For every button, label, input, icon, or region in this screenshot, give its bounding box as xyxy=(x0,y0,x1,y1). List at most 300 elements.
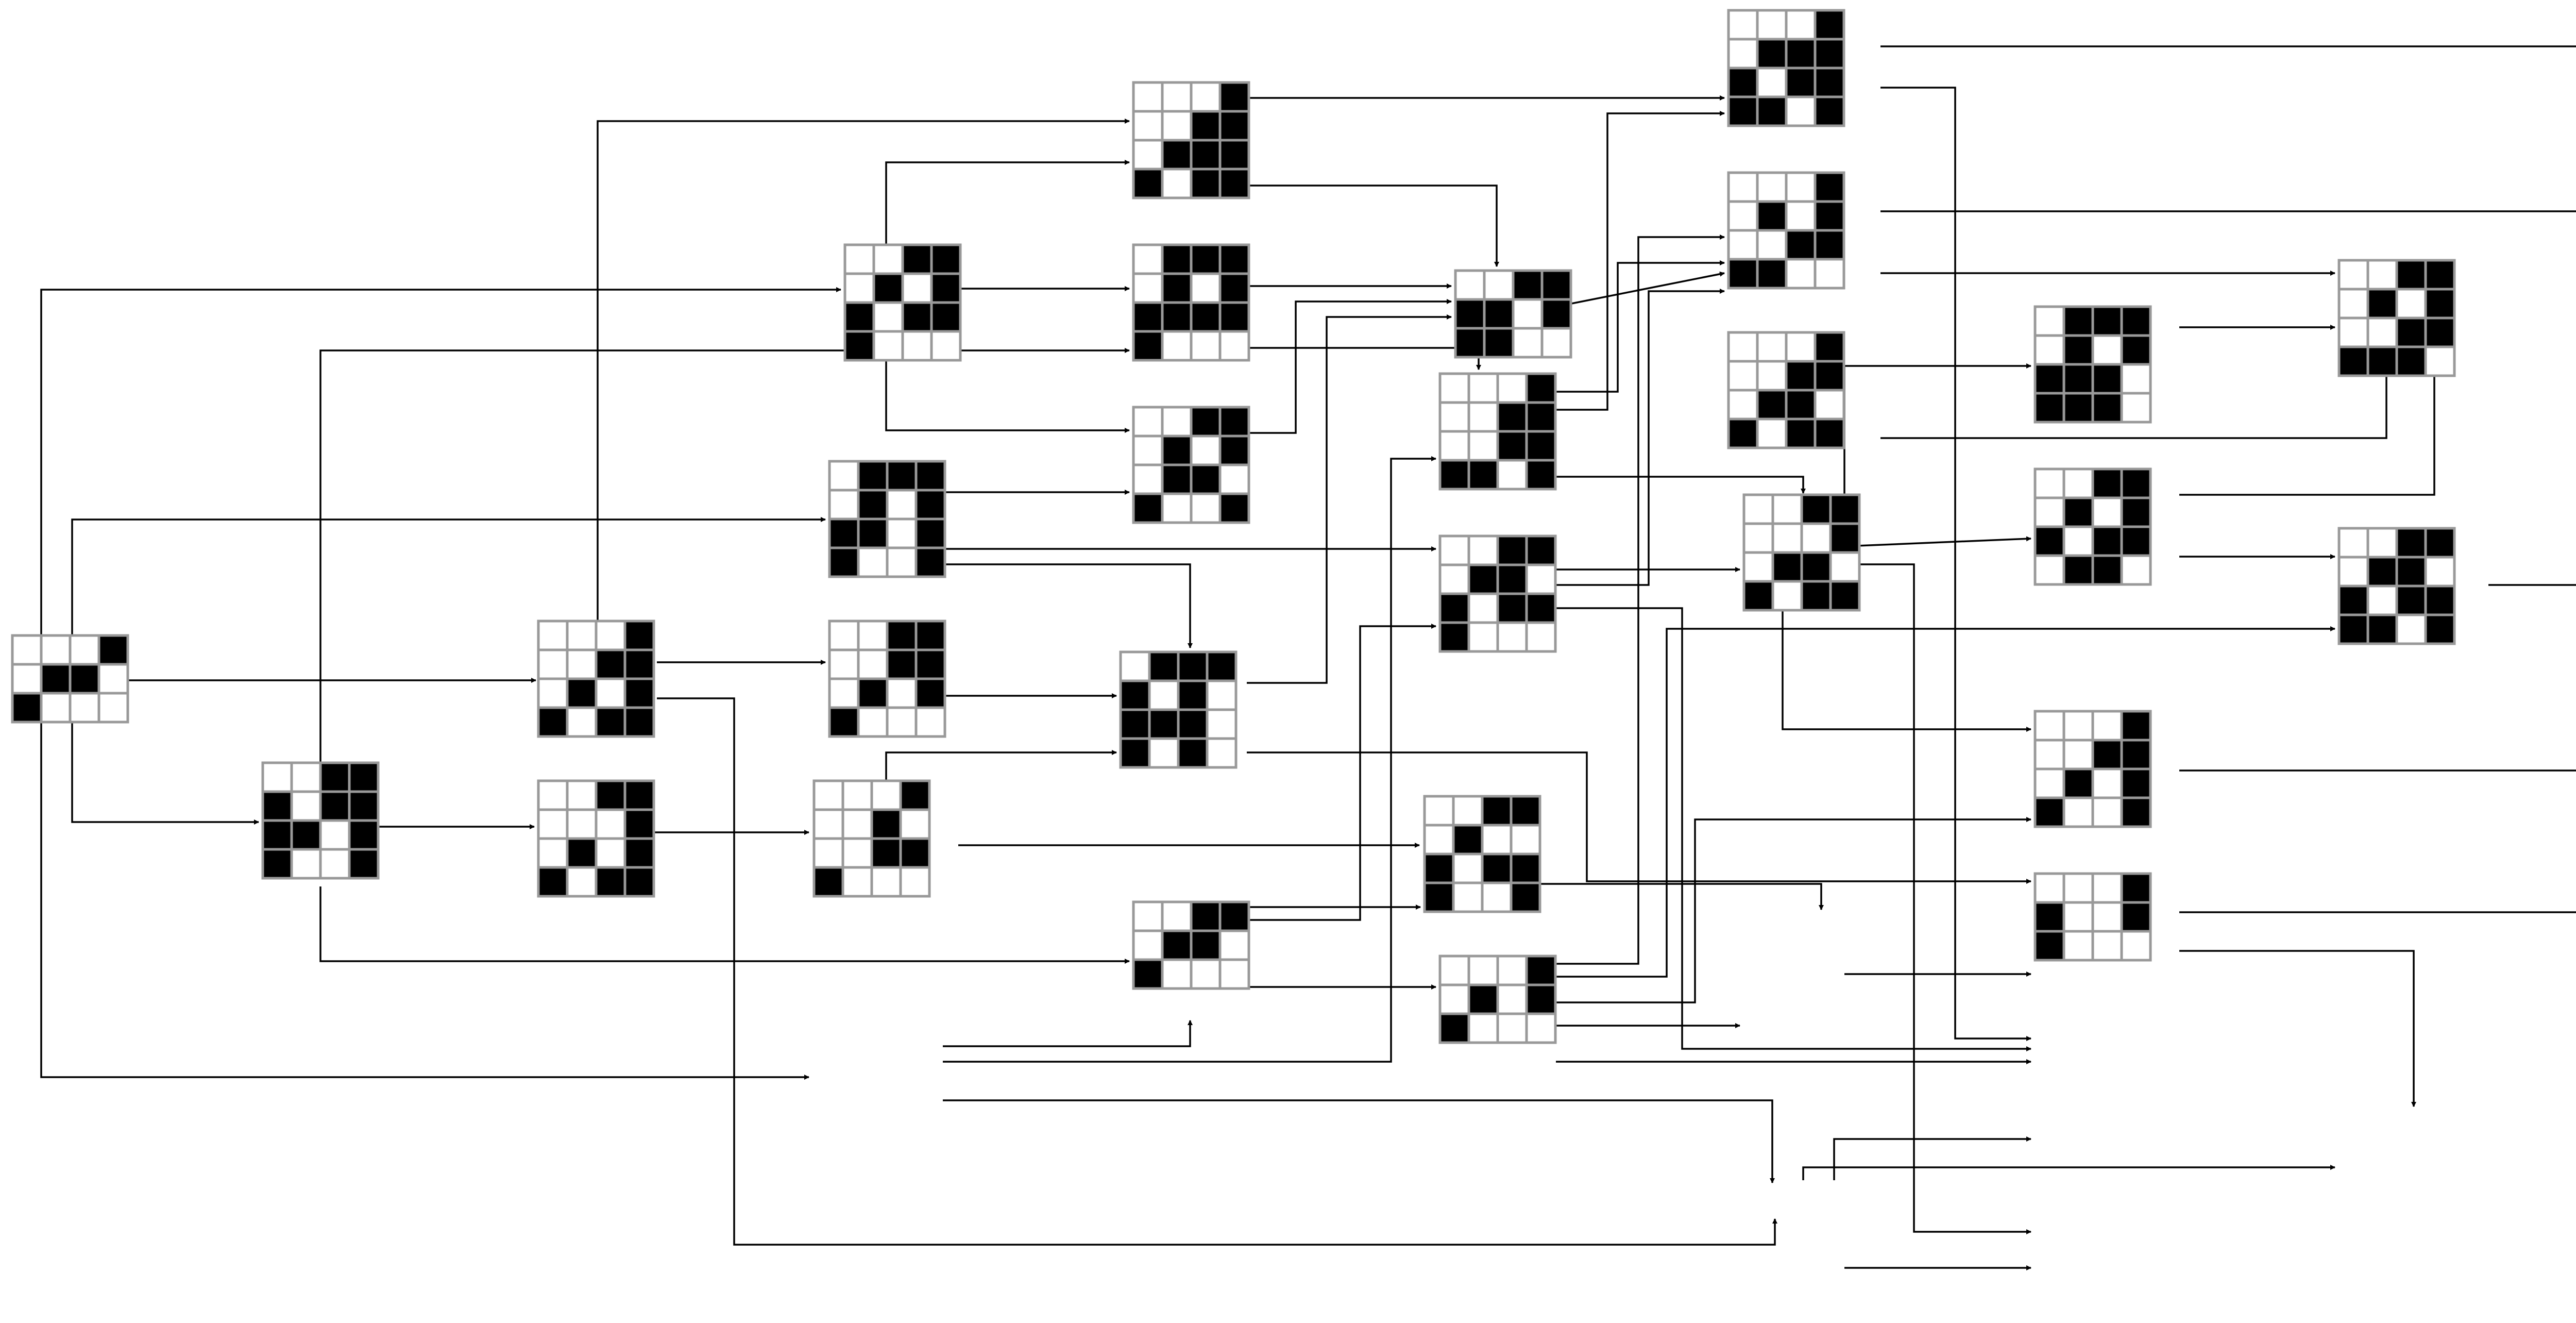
filled-cell xyxy=(901,781,929,810)
empty-cell xyxy=(2093,769,2122,798)
filled-cell xyxy=(1440,1014,1469,1043)
filled-cell xyxy=(1453,825,1482,854)
empty-cell xyxy=(1498,1014,1527,1043)
edge-arrow xyxy=(1249,186,1497,266)
empty-cell xyxy=(1513,299,1542,328)
empty-cell xyxy=(1815,259,1844,288)
filled-cell xyxy=(1802,552,1831,581)
empty-cell xyxy=(931,331,960,360)
edge-arrow xyxy=(1844,564,2031,1232)
filled-cell xyxy=(1511,883,1540,912)
filled-cell xyxy=(1815,10,1844,39)
filled-cell xyxy=(2397,586,2426,615)
empty-cell xyxy=(1162,169,1191,198)
filled-cell xyxy=(1728,97,1757,126)
empty-cell xyxy=(538,781,567,810)
grid-node-g21 xyxy=(1121,652,1236,767)
empty-cell xyxy=(1133,465,1162,494)
filled-cell xyxy=(625,708,654,736)
filled-cell xyxy=(1133,331,1162,360)
edge-arrow xyxy=(1249,626,1436,920)
empty-cell xyxy=(829,679,858,708)
filled-cell xyxy=(625,650,654,679)
filled-cell xyxy=(2397,557,2426,586)
empty-cell xyxy=(1757,173,1786,202)
empty-cell xyxy=(538,810,567,839)
filled-cell xyxy=(1220,169,1249,198)
filled-cell xyxy=(1815,68,1844,97)
empty-cell xyxy=(1786,332,1815,361)
empty-cell xyxy=(2339,528,2368,557)
empty-cell xyxy=(1773,581,1802,610)
empty-cell xyxy=(1453,796,1482,825)
empty-cell xyxy=(1133,82,1162,111)
filled-cell xyxy=(2035,364,2064,393)
empty-cell xyxy=(99,693,128,722)
filled-cell xyxy=(320,792,349,820)
empty-cell xyxy=(1220,931,1249,960)
filled-cell xyxy=(99,635,128,664)
filled-cell xyxy=(349,763,378,792)
empty-cell xyxy=(2368,528,2397,557)
filled-cell xyxy=(1121,681,1149,710)
filled-cell xyxy=(916,461,945,490)
empty-cell xyxy=(1728,10,1757,39)
grid-node-g3 xyxy=(845,245,960,360)
empty-cell xyxy=(1440,956,1469,985)
filled-cell xyxy=(1455,299,1484,328)
filled-cell xyxy=(2064,336,2093,364)
filled-cell xyxy=(2093,307,2122,336)
empty-cell xyxy=(1133,931,1162,960)
empty-cell xyxy=(2397,289,2426,318)
filled-cell xyxy=(1482,854,1511,883)
empty-cell xyxy=(1498,956,1527,985)
empty-cell xyxy=(903,274,931,303)
empty-cell xyxy=(1728,390,1757,419)
filled-cell xyxy=(1220,274,1249,303)
empty-cell xyxy=(1831,552,1859,581)
filled-cell xyxy=(2122,740,2150,769)
grid-node-g2 xyxy=(1133,82,1249,198)
empty-cell xyxy=(2368,260,2397,289)
filled-cell xyxy=(858,461,887,490)
edge-arrow xyxy=(1556,629,2335,977)
filled-cell xyxy=(887,650,916,679)
filled-cell xyxy=(1149,652,1178,681)
filled-cell xyxy=(1513,271,1542,299)
empty-cell xyxy=(887,548,916,577)
grid-node-g12 xyxy=(829,461,945,577)
empty-cell xyxy=(2035,769,2064,798)
edge-arrow xyxy=(886,162,1129,245)
edge-arrow xyxy=(1556,237,1724,964)
empty-cell xyxy=(843,810,872,839)
filled-cell xyxy=(2093,469,2122,498)
filled-cell xyxy=(1121,710,1149,739)
empty-cell xyxy=(99,664,128,693)
filled-cell xyxy=(1542,271,1571,299)
empty-cell xyxy=(1162,902,1191,931)
empty-cell xyxy=(1469,623,1498,651)
filled-cell xyxy=(1121,739,1149,767)
empty-cell xyxy=(1498,985,1527,1014)
empty-cell xyxy=(1527,1014,1555,1043)
filled-cell xyxy=(2368,347,2397,376)
filled-cell xyxy=(1815,419,1844,448)
filled-cell xyxy=(2368,557,2397,586)
empty-cell xyxy=(596,679,625,708)
edge-arrow xyxy=(1844,366,2031,539)
empty-cell xyxy=(1191,436,1220,465)
filled-cell xyxy=(1527,536,1555,565)
grid-node-g14 xyxy=(1744,495,1859,610)
filled-cell xyxy=(1728,419,1757,448)
empty-cell xyxy=(1786,173,1815,202)
filled-cell xyxy=(1162,436,1191,465)
filled-cell xyxy=(872,839,901,867)
empty-cell xyxy=(1527,565,1555,594)
empty-cell xyxy=(1191,82,1220,111)
empty-cell xyxy=(829,461,858,490)
filled-cell xyxy=(2122,902,2150,931)
empty-cell xyxy=(2397,615,2426,644)
empty-cell xyxy=(1133,111,1162,140)
filled-cell xyxy=(1757,202,1786,230)
grid-node-g23 xyxy=(538,781,654,896)
filled-cell xyxy=(1815,39,1844,68)
filled-cell xyxy=(538,708,567,736)
filled-cell xyxy=(567,679,596,708)
filled-cell xyxy=(2035,931,2064,960)
empty-cell xyxy=(1728,332,1757,361)
empty-cell xyxy=(1728,361,1757,390)
empty-cell xyxy=(1513,328,1542,357)
edge-arrow xyxy=(1844,539,2031,546)
filled-cell xyxy=(1162,931,1191,960)
empty-cell xyxy=(1786,202,1815,230)
filled-cell xyxy=(1220,494,1249,523)
filled-cell xyxy=(292,820,320,849)
grid-node-g6 xyxy=(1728,10,1844,126)
filled-cell xyxy=(1133,494,1162,523)
edge-arrow xyxy=(1556,273,1724,307)
grid-nodes xyxy=(12,10,2576,1043)
filled-cell xyxy=(263,792,292,820)
filled-cell xyxy=(2122,336,2150,364)
filled-cell xyxy=(2035,527,2064,556)
empty-cell xyxy=(2122,364,2150,393)
edge-arrow xyxy=(1880,46,2576,540)
filled-cell xyxy=(1498,403,1527,431)
edge-arrow xyxy=(1880,88,2031,1039)
empty-cell xyxy=(2093,798,2122,827)
empty-cell xyxy=(829,650,858,679)
filled-cell xyxy=(263,820,292,849)
empty-cell xyxy=(2064,931,2093,960)
filled-cell xyxy=(1773,552,1802,581)
edge-arrow xyxy=(372,763,534,827)
empty-cell xyxy=(1133,274,1162,303)
filled-cell xyxy=(1527,594,1555,623)
empty-cell xyxy=(887,679,916,708)
filled-cell xyxy=(2397,347,2426,376)
empty-cell xyxy=(538,839,567,867)
empty-cell xyxy=(2093,902,2122,931)
empty-cell xyxy=(1757,230,1786,259)
filled-cell xyxy=(1527,431,1555,460)
filled-cell xyxy=(2426,586,2454,615)
filled-cell xyxy=(1498,431,1527,460)
filled-cell xyxy=(1469,565,1498,594)
filled-cell xyxy=(874,274,903,303)
filled-cell xyxy=(916,519,945,548)
filled-cell xyxy=(887,621,916,650)
filled-cell xyxy=(1191,111,1220,140)
edge-arrow xyxy=(1556,113,1724,410)
empty-cell xyxy=(829,621,858,650)
empty-cell xyxy=(1469,374,1498,403)
empty-cell xyxy=(2339,557,2368,586)
empty-cell xyxy=(2122,931,2150,960)
empty-cell xyxy=(70,693,99,722)
empty-cell xyxy=(2093,498,2122,527)
empty-cell xyxy=(2426,347,2454,376)
filled-cell xyxy=(1162,465,1191,494)
filled-cell xyxy=(2122,874,2150,902)
filled-cell xyxy=(1191,902,1220,931)
filled-cell xyxy=(1831,495,1859,524)
empty-cell xyxy=(41,693,70,722)
empty-cell xyxy=(1133,436,1162,465)
empty-cell xyxy=(567,650,596,679)
empty-cell xyxy=(2426,557,2454,586)
empty-cell xyxy=(1757,361,1786,390)
filled-cell xyxy=(2064,498,2093,527)
empty-cell xyxy=(1469,403,1498,431)
empty-cell xyxy=(292,763,320,792)
empty-cell xyxy=(320,820,349,849)
empty-cell xyxy=(1469,1014,1498,1043)
filled-cell xyxy=(1786,390,1815,419)
empty-cell xyxy=(2035,711,2064,740)
edge-arrow xyxy=(1540,884,1821,910)
filled-cell xyxy=(538,867,567,896)
empty-cell xyxy=(1162,407,1191,436)
filled-cell xyxy=(1220,303,1249,331)
grid-node-g16 xyxy=(2339,528,2454,644)
filled-cell xyxy=(1498,536,1527,565)
edge-arrow xyxy=(1556,477,1803,493)
filled-cell xyxy=(931,274,960,303)
empty-cell xyxy=(1440,374,1469,403)
empty-cell xyxy=(1744,524,1773,552)
filled-cell xyxy=(1191,407,1220,436)
empty-cell xyxy=(1728,173,1757,202)
filled-cell xyxy=(1831,524,1859,552)
filled-cell xyxy=(916,621,945,650)
empty-cell xyxy=(1162,960,1191,989)
empty-cell xyxy=(2093,931,2122,960)
filled-cell xyxy=(2397,260,2426,289)
empty-cell xyxy=(1453,883,1482,912)
filled-cell xyxy=(829,519,858,548)
empty-cell xyxy=(887,519,916,548)
filled-cell xyxy=(1757,39,1786,68)
filled-cell xyxy=(916,490,945,519)
filled-cell xyxy=(1178,739,1207,767)
empty-cell xyxy=(1133,140,1162,169)
filled-cell xyxy=(1455,328,1484,357)
empty-cell xyxy=(1744,495,1773,524)
grid-node-g17 xyxy=(538,621,654,736)
edge-arrow xyxy=(72,722,259,822)
filled-cell xyxy=(858,519,887,548)
filled-cell xyxy=(2064,769,2093,798)
edge-arrow xyxy=(943,564,1190,648)
empty-cell xyxy=(1220,960,1249,989)
empty-cell xyxy=(874,331,903,360)
filled-cell xyxy=(903,245,931,274)
filled-cell xyxy=(2064,556,2093,584)
filled-cell xyxy=(858,679,887,708)
filled-cell xyxy=(1162,274,1191,303)
empty-cell xyxy=(845,245,874,274)
filled-cell xyxy=(2122,769,2150,798)
empty-cell xyxy=(901,867,929,896)
filled-cell xyxy=(1191,169,1220,198)
empty-cell xyxy=(2035,740,2064,769)
filled-cell xyxy=(2093,556,2122,584)
empty-cell xyxy=(1786,97,1815,126)
empty-cell xyxy=(567,867,596,896)
filled-cell xyxy=(625,781,654,810)
empty-cell xyxy=(263,763,292,792)
empty-cell xyxy=(2064,711,2093,740)
empty-cell xyxy=(874,245,903,274)
empty-cell xyxy=(1757,10,1786,39)
empty-cell xyxy=(1482,883,1511,912)
filled-cell xyxy=(2093,393,2122,422)
filled-cell xyxy=(1191,931,1220,960)
filled-cell xyxy=(349,849,378,878)
filled-cell xyxy=(263,849,292,878)
filled-cell xyxy=(2368,615,2397,644)
empty-cell xyxy=(1440,403,1469,431)
empty-cell xyxy=(2035,307,2064,336)
empty-cell xyxy=(538,679,567,708)
empty-cell xyxy=(1453,854,1482,883)
empty-cell xyxy=(858,650,887,679)
empty-cell xyxy=(1802,524,1831,552)
empty-cell xyxy=(2064,740,2093,769)
empty-cell xyxy=(1728,39,1757,68)
filled-cell xyxy=(2122,711,2150,740)
empty-cell xyxy=(1207,681,1236,710)
filled-cell xyxy=(1220,436,1249,465)
filled-cell xyxy=(1527,403,1555,431)
empty-cell xyxy=(41,635,70,664)
filled-cell xyxy=(2122,307,2150,336)
empty-cell xyxy=(872,867,901,896)
empty-cell xyxy=(2064,469,2093,498)
edge-arrow xyxy=(41,290,841,675)
filled-cell xyxy=(1220,245,1249,274)
filled-cell xyxy=(596,867,625,896)
edge-arrow xyxy=(886,752,1116,781)
filled-cell xyxy=(2035,902,2064,931)
empty-cell xyxy=(1773,524,1802,552)
filled-cell xyxy=(2122,498,2150,527)
filled-cell xyxy=(901,839,929,867)
grid-node-g20 xyxy=(1440,536,1555,651)
empty-cell xyxy=(843,839,872,867)
filled-cell xyxy=(2426,318,2454,347)
empty-cell xyxy=(567,708,596,736)
empty-cell xyxy=(1744,552,1773,581)
empty-cell xyxy=(1121,652,1149,681)
edge-arrow xyxy=(1556,608,2031,1049)
filled-cell xyxy=(2093,740,2122,769)
filled-cell xyxy=(1786,68,1815,97)
grid-node-g18 xyxy=(829,621,945,736)
filled-cell xyxy=(1815,230,1844,259)
filled-cell xyxy=(625,810,654,839)
empty-cell xyxy=(2064,527,2093,556)
empty-cell xyxy=(845,274,874,303)
filled-cell xyxy=(1815,202,1844,230)
filled-cell xyxy=(1484,299,1513,328)
filled-cell xyxy=(625,839,654,867)
empty-cell xyxy=(916,708,945,736)
filled-cell xyxy=(1178,652,1207,681)
empty-cell xyxy=(2368,318,2397,347)
empty-cell xyxy=(70,635,99,664)
filled-cell xyxy=(887,461,916,490)
empty-cell xyxy=(1815,390,1844,419)
filled-cell xyxy=(1440,460,1469,489)
filled-cell xyxy=(1482,796,1511,825)
filled-cell xyxy=(1831,581,1859,610)
filled-cell xyxy=(349,820,378,849)
filled-cell xyxy=(1220,140,1249,169)
filled-cell xyxy=(1191,140,1220,169)
filled-cell xyxy=(2064,307,2093,336)
filled-cell xyxy=(916,679,945,708)
filled-cell xyxy=(1220,902,1249,931)
filled-cell xyxy=(567,839,596,867)
grid-node-g28 xyxy=(1440,956,1555,1043)
empty-cell xyxy=(1425,796,1453,825)
empty-cell xyxy=(2035,469,2064,498)
filled-cell xyxy=(845,303,874,331)
empty-cell xyxy=(1220,331,1249,360)
empty-cell xyxy=(1469,594,1498,623)
empty-cell xyxy=(2064,902,2093,931)
filled-cell xyxy=(1815,97,1844,126)
grid-node-g26 xyxy=(1425,796,1540,912)
filled-cell xyxy=(625,867,654,896)
filled-cell xyxy=(2339,615,2368,644)
filled-cell xyxy=(2426,528,2454,557)
edge-arrow xyxy=(2179,633,2576,771)
filled-cell xyxy=(2064,393,2093,422)
filled-cell xyxy=(1527,460,1555,489)
empty-cell xyxy=(567,621,596,650)
empty-cell xyxy=(1498,460,1527,489)
grid-node-g24 xyxy=(814,781,929,896)
empty-cell xyxy=(1786,259,1815,288)
